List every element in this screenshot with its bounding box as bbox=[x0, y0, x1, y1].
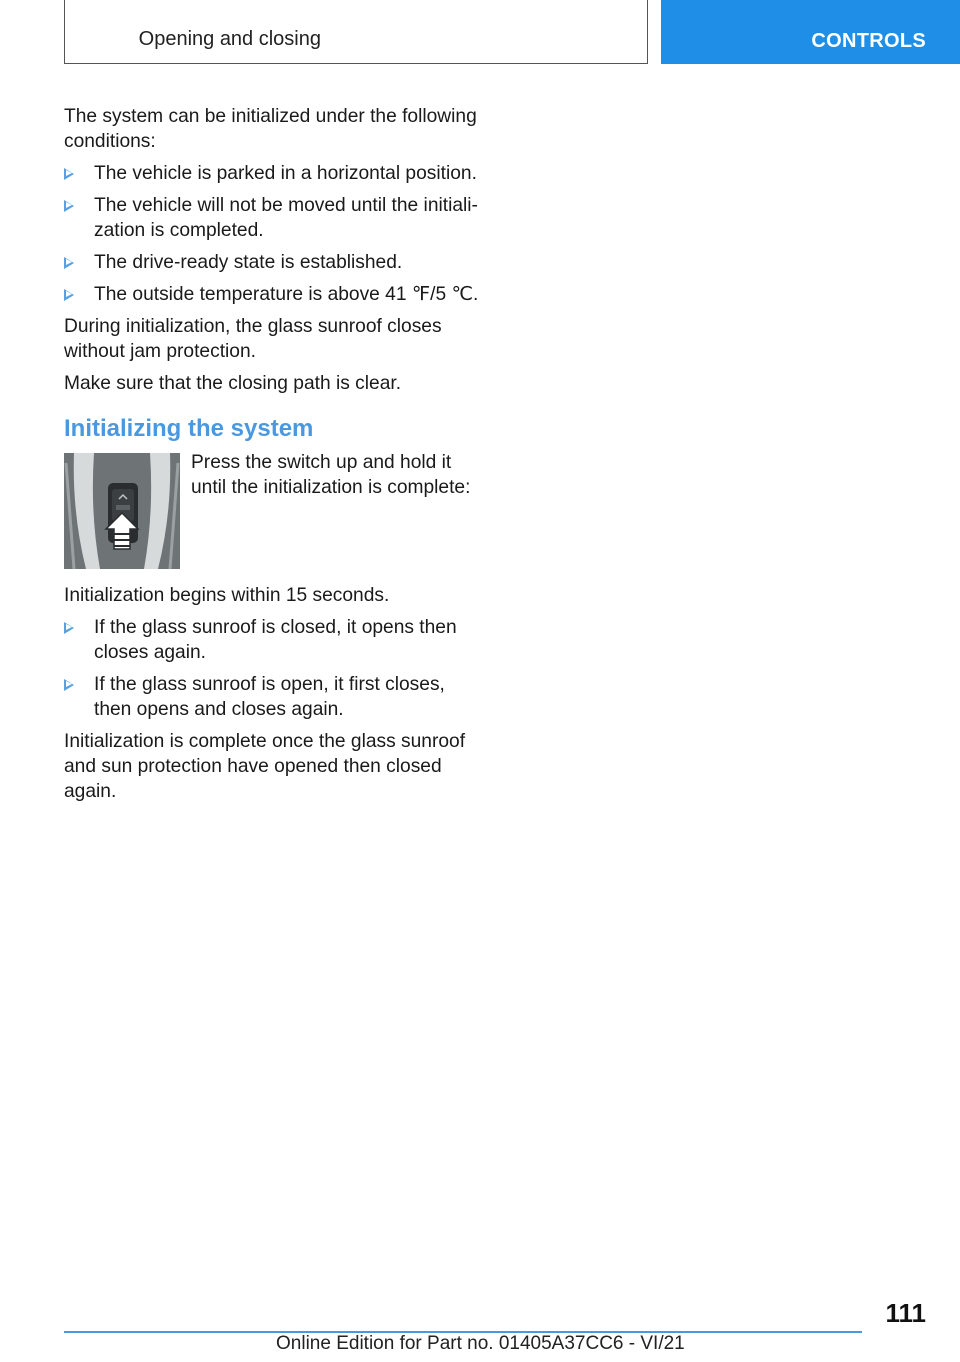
triangle-bullet-icon bbox=[64, 679, 74, 691]
figure-instruction: Press the switch up and hold it until the initialization is complete: bbox=[191, 452, 471, 498]
page-content bbox=[64, 104, 482, 811]
closing-path-note: Make sure that the closing path is clear. bbox=[64, 373, 402, 394]
list-item: The outside temperature is above 41 ℉/5 ℃. bbox=[64, 282, 482, 307]
intro-text: The system can be initialized under the following conditions: bbox=[64, 106, 477, 152]
conditions-list bbox=[64, 161, 482, 307]
triangle-bullet-icon bbox=[64, 168, 74, 180]
initialization-complete-text: Initialization is complete once the glass sunroof and sun protection have opened then closed again. bbox=[64, 731, 466, 802]
chapter-tab[interactable]: CONTROLS bbox=[661, 0, 960, 64]
list-item: If the glass sunroof is closed, it opens then closes again. bbox=[64, 615, 482, 665]
triangle-bullet-icon bbox=[64, 289, 74, 301]
initialization-begins-text: Initialization begins within 15 seconds. bbox=[64, 585, 390, 606]
triangle-bullet-icon bbox=[64, 200, 74, 212]
section-title: Opening and closing bbox=[138, 28, 321, 50]
triangle-bullet-icon bbox=[64, 622, 74, 634]
cases-list bbox=[64, 615, 482, 722]
header-frame bbox=[64, 0, 648, 64]
list-item: If the glass sunroof is open, it first closes, then opens and closes again. bbox=[64, 672, 482, 722]
jam-protection-note: During initialization, the glass sunroof closes without jam protection. bbox=[64, 316, 442, 362]
list-item: The vehicle is parked in a horizontal position. bbox=[64, 161, 482, 186]
list-item: The vehicle will not be moved until the initiali-zation is completed. bbox=[64, 193, 482, 243]
figure-row bbox=[64, 450, 482, 569]
triangle-bullet-icon bbox=[64, 257, 74, 269]
sunroof-switch-up-arrow-icon bbox=[64, 453, 180, 569]
list-item: The drive-ready state is established. bbox=[64, 250, 482, 275]
edition-note: Online Edition for Part no. 01405A37CC6 - VI/21 bbox=[276, 1333, 685, 1354]
page-number: 111 bbox=[885, 1298, 926, 1328]
section-heading: Initializing the system bbox=[64, 415, 314, 442]
